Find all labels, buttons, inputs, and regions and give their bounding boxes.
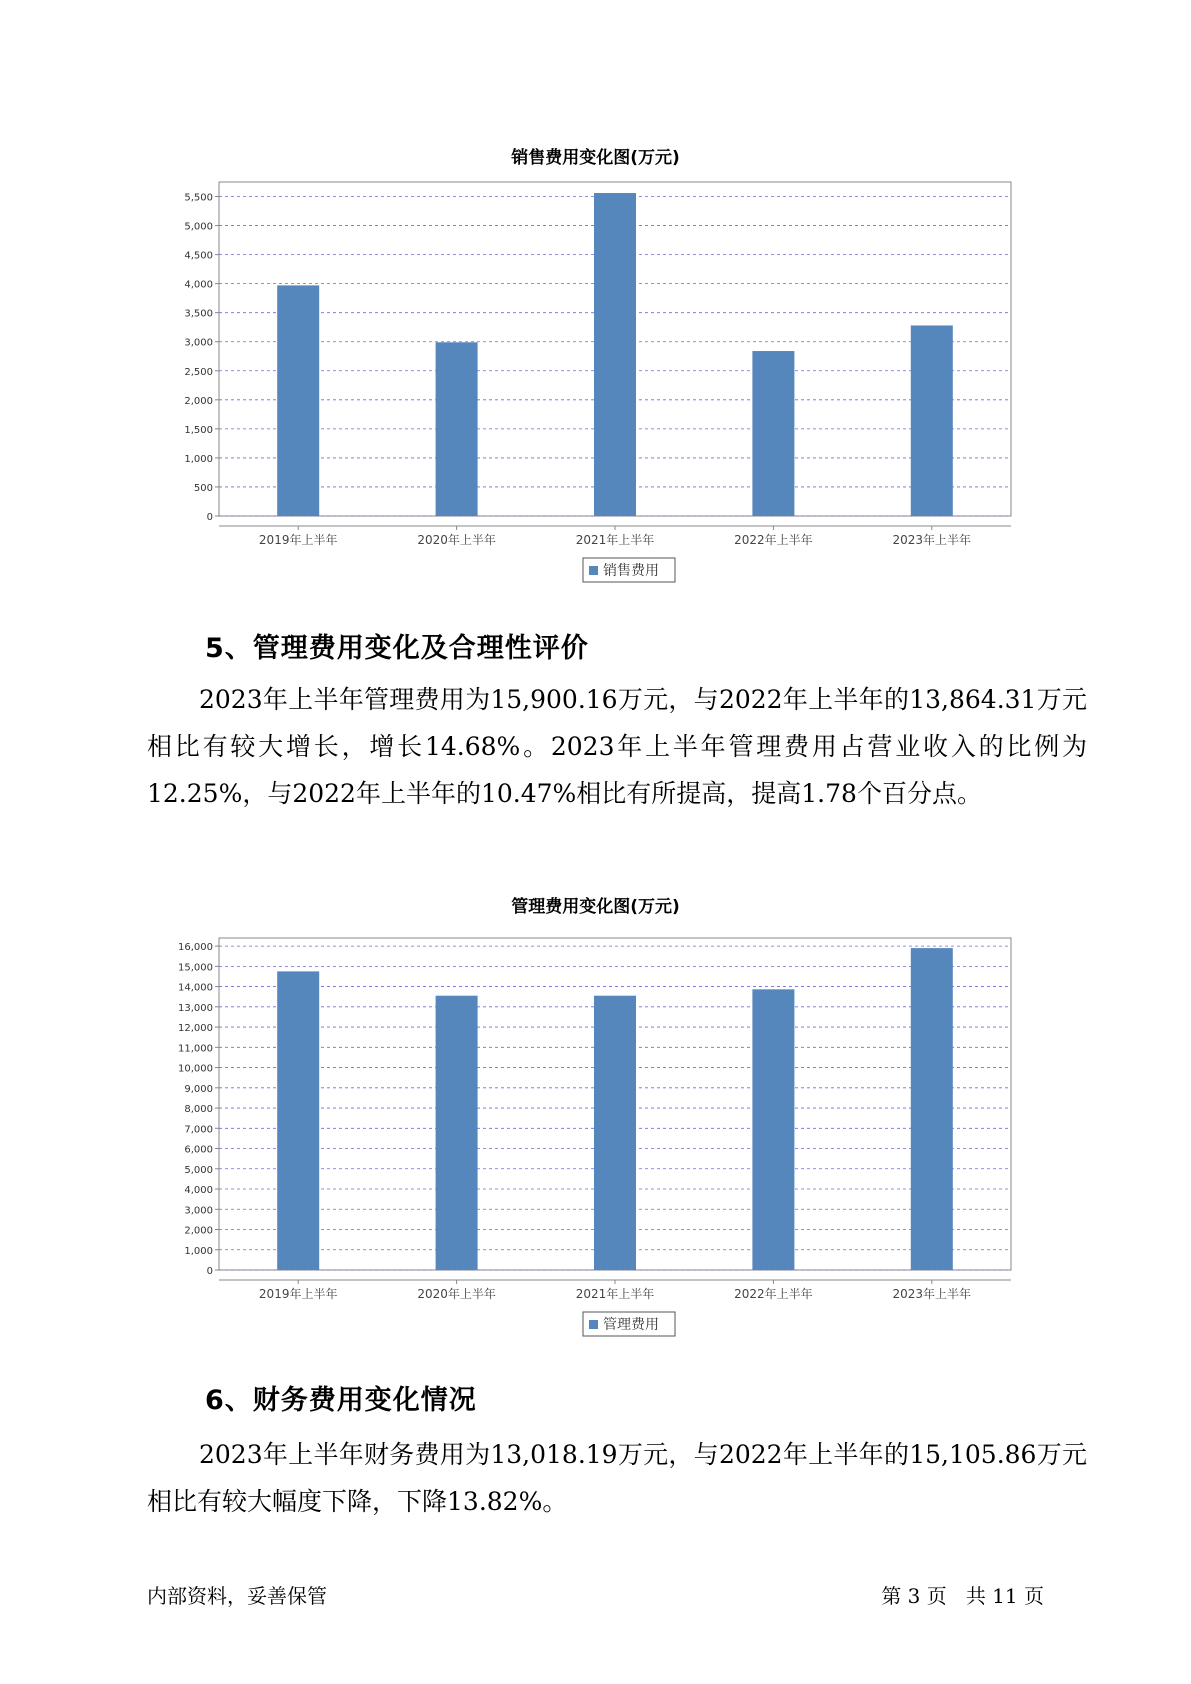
y-tick-label: 13,000 — [178, 1002, 213, 1014]
y-tick-label: 2,500 — [184, 366, 213, 378]
bar — [277, 285, 319, 516]
y-tick-label: 5,500 — [184, 192, 213, 204]
y-tick-label: 6,000 — [184, 1144, 213, 1156]
legend-swatch — [589, 1320, 598, 1329]
y-tick-label: 3,000 — [184, 337, 213, 349]
bar — [752, 989, 794, 1270]
section5-paragraph-text: 2023年上半年管理费用为15,900.16万元，与2022年上半年的13,864.31万元相比有较大增长，增长14.68%。2023年上半年管理费用占营业收入的比例为12.25%，与2022年上半年的10.47%相比有所提高，提高1.78个百分点。 — [147, 685, 1087, 808]
x-tick-label: 2023年上半年 — [892, 1287, 972, 1301]
bar — [752, 351, 794, 516]
footer-confidential-note: 内部资料，妥善保管 — [147, 1584, 327, 1608]
section6-paragraph-text: 2023年上半年财务费用为13,018.19万元，与2022年上半年的15,105.86万元相比有较大幅度下降，下降13.82%。 — [147, 1440, 1087, 1516]
y-tick-label: 3,000 — [184, 1205, 213, 1217]
y-tick-label: 1,500 — [184, 424, 213, 436]
y-tick-label: 500 — [193, 482, 213, 494]
x-tick-label: 2022年上半年 — [734, 1287, 813, 1301]
x-tick-label: 2021年上半年 — [575, 533, 655, 547]
section5-paragraph — [147, 676, 1087, 817]
x-tick-label: 2022年上半年 — [734, 533, 813, 547]
bar — [594, 193, 636, 516]
admin-expense-chart — [0, 920, 1191, 1340]
y-tick-label: 8,000 — [184, 1104, 213, 1116]
y-tick-label: 2,000 — [184, 395, 213, 407]
y-tick-label: 1,000 — [184, 453, 213, 465]
footer-page-number: 第 3 页 共 11 页 — [881, 1584, 1044, 1608]
y-tick-label: 9,000 — [184, 1083, 213, 1095]
y-tick-label: 5,000 — [184, 221, 213, 233]
legend-swatch — [589, 566, 598, 575]
admin-chart-title: 管理费用变化图(万元) — [511, 897, 680, 917]
legend-label: 管理费用 — [603, 1317, 659, 1333]
y-tick-label: 10,000 — [178, 1063, 213, 1075]
y-tick-label: 2,000 — [184, 1225, 213, 1237]
y-tick-label: 4,000 — [184, 1185, 213, 1197]
x-tick-label: 2021年上半年 — [575, 1287, 655, 1301]
y-tick-label: 14,000 — [178, 982, 213, 994]
y-tick-label: 15,000 — [178, 962, 213, 974]
y-tick-label: 0 — [206, 1266, 213, 1277]
y-tick-label: 16,000 — [178, 942, 213, 954]
sales-expense-chart — [0, 170, 1191, 590]
y-tick-label: 1,000 — [184, 1245, 213, 1257]
bar — [277, 971, 319, 1270]
x-tick-label: 2023年上半年 — [892, 533, 972, 547]
y-tick-label: 0 — [206, 512, 213, 523]
x-tick-label: 2019年上半年 — [258, 1287, 338, 1301]
legend-label: 销售费用 — [603, 563, 659, 579]
x-tick-label: 2020年上半年 — [417, 1287, 496, 1301]
sales-chart-title: 销售费用变化图(万元) — [511, 148, 680, 168]
section6-paragraph — [147, 1431, 1087, 1525]
y-tick-label: 3,500 — [184, 308, 213, 320]
y-tick-label: 4,500 — [184, 250, 213, 262]
bar — [436, 342, 478, 516]
bar — [594, 996, 636, 1270]
bar — [911, 325, 953, 516]
bar — [911, 948, 953, 1270]
bar — [436, 996, 478, 1270]
section5-heading: 5、管理费用变化及合理性评价 — [205, 633, 589, 664]
x-tick-label: 2020年上半年 — [417, 533, 496, 547]
x-tick-label: 2019年上半年 — [258, 533, 338, 547]
y-tick-label: 7,000 — [184, 1124, 213, 1136]
y-tick-label: 4,000 — [184, 279, 213, 291]
y-tick-label: 11,000 — [178, 1043, 213, 1055]
y-tick-label: 12,000 — [178, 1023, 213, 1035]
section6-heading: 6、财务费用变化情况 — [205, 1385, 477, 1416]
y-tick-label: 5,000 — [184, 1164, 213, 1176]
